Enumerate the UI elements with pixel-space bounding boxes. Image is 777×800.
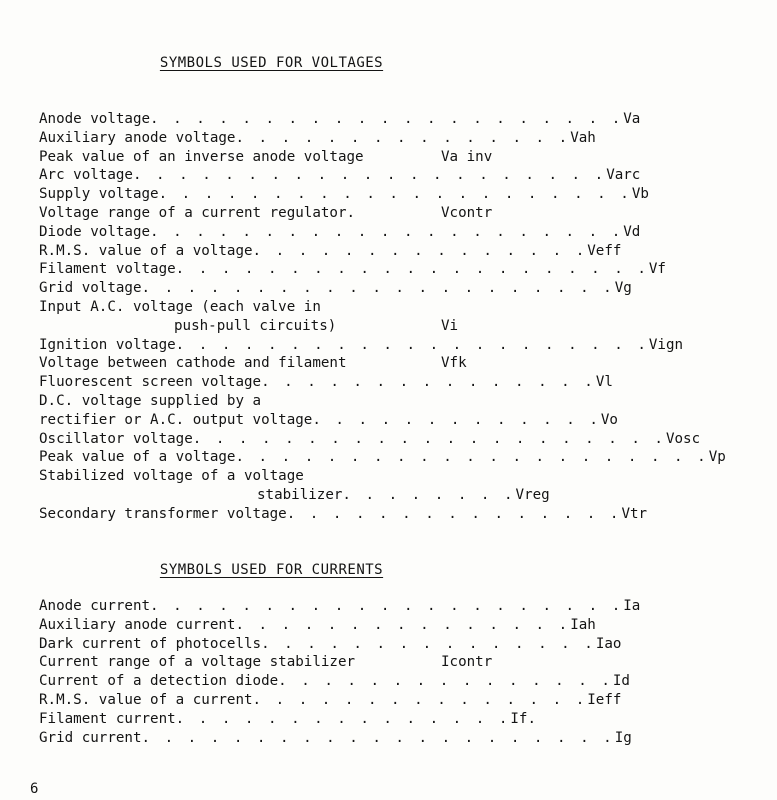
dot-leader: . . . . . . . . . . . . . . . . . . . . . — [141, 729, 615, 746]
voltage-label: Secondary transformer voltage — [39, 505, 287, 522]
voltage-symbol: Vb — [631, 186, 649, 203]
dot-leader: . . . . . . . . . . . . . . . . . . . . . — [141, 280, 615, 297]
voltage-label: rectifier or A.C. output voltage — [39, 411, 313, 428]
voltage-label: Fluorescent screen voltage — [39, 374, 262, 391]
voltage-row — [39, 242, 622, 262]
dot-leader: . . . . . . . . . . . . . . . . . . . . . — [175, 336, 649, 353]
dot-leader: . . . . . . . . . . . . . . . — [278, 673, 613, 690]
dot-leader: . . . . . . . . . . . . . . . — [175, 710, 511, 727]
dot-leader: . . . . . . . . . . . . . . . . . . . . . — [150, 598, 624, 614]
current-label: Current of a detection diode — [39, 673, 279, 690]
voltage-symbol: Varc — [606, 167, 641, 184]
voltages-heading: SYMBOLS USED FOR VOLTAGES — [159, 55, 384, 71]
dot-leader: . . . . . . . . . . . . . . . — [252, 691, 588, 708]
voltage-row — [39, 468, 509, 487]
voltage-symbol: Vign — [648, 336, 684, 353]
voltage-row — [39, 355, 509, 374]
current-symbol: If. — [510, 710, 537, 727]
voltage-symbol: Vg — [614, 280, 632, 297]
voltage-row — [39, 111, 641, 130]
dot-leader: . . . . . . . . . . . . . . . — [261, 635, 596, 652]
voltage-label: Ignition voltage — [39, 336, 176, 353]
voltage-row — [39, 299, 509, 318]
dot-leader: . . . . . . . . . . . . . . . . . . . . . — [192, 430, 666, 447]
page-number: 6 — [30, 781, 39, 797]
voltage-label: Diode voltage — [39, 223, 151, 240]
voltage-label: stabilizer — [257, 486, 343, 503]
voltage-label: push-pull circuits) — [174, 317, 337, 334]
current-label: Grid current — [39, 729, 142, 746]
voltage-row — [39, 223, 641, 243]
current-row — [39, 635, 622, 655]
dot-leader: . . . . . . . . . . . . . — [312, 411, 601, 428]
current-label: Dark current of photocells — [39, 635, 262, 652]
dot-leader: . . . . . . . . . . . . . . . — [261, 374, 596, 391]
voltage-symbol: Vf — [648, 261, 666, 278]
current-label: Filament current — [39, 710, 176, 727]
voltage-symbol: Vi — [441, 317, 459, 334]
voltage-symbol: Vah — [570, 129, 596, 146]
current-row — [39, 616, 596, 636]
voltage-symbol: Vp — [708, 449, 726, 466]
voltage-row — [39, 430, 701, 450]
voltage-symbol: Vd — [623, 223, 641, 240]
voltage-row — [39, 505, 648, 525]
current-symbol: Icontr — [441, 654, 493, 671]
dot-leader: . . . . . . . . . . . . . . . . . . . . . — [132, 167, 607, 184]
dot-leader: . . . . . . . . . . . . . . . — [235, 616, 571, 633]
voltage-row — [39, 167, 641, 186]
voltage-label: Voltage range of a current regulator. — [39, 204, 356, 221]
dot-leader: . . . . . . . . . . . . . . . . . . . . . — [150, 111, 624, 127]
voltage-label: Auxiliary anode voltage — [39, 129, 236, 146]
current-symbol: Ieff — [587, 691, 622, 708]
voltage-label: Stabilized voltage of a voltage — [39, 468, 304, 485]
current-symbol: Ia — [623, 598, 641, 614]
current-symbol: Iah — [570, 616, 596, 633]
voltage-label: Input A.C. voltage (each valve in — [39, 298, 321, 315]
voltage-row — [39, 186, 649, 205]
voltages-list — [39, 111, 726, 525]
current-row — [39, 598, 641, 617]
voltage-label: Arc voltage — [39, 167, 133, 184]
voltage-symbol: Vreg — [515, 486, 550, 503]
dot-leader: . . . . . . . . . . . . . . . . . . . . . — [175, 261, 649, 278]
currents-heading: SYMBOLS USED FOR CURRENTS — [159, 562, 384, 578]
voltage-label: Supply voltage — [39, 186, 159, 203]
voltage-row — [39, 449, 726, 468]
voltage-row — [39, 336, 684, 356]
voltage-symbol: Vl — [595, 374, 613, 391]
current-row — [39, 691, 622, 711]
voltage-label: Voltage between cathode and filament — [39, 355, 347, 372]
voltage-symbol: Veff — [587, 242, 622, 259]
current-row — [39, 673, 630, 692]
voltage-row — [39, 205, 509, 224]
voltage-label: Oscillator voltage — [39, 430, 193, 447]
voltage-row — [39, 280, 632, 299]
voltage-label: Anode voltage — [39, 111, 151, 127]
voltage-row — [39, 149, 509, 168]
current-label: Anode current — [39, 598, 151, 614]
voltage-symbol: Vtr — [621, 505, 648, 522]
voltage-label: Grid voltage — [39, 280, 142, 297]
voltage-row — [39, 318, 509, 337]
current-symbol: Ig — [614, 729, 632, 746]
voltage-label: R.M.S. value of a voltage — [39, 242, 253, 259]
voltage-row — [39, 393, 509, 412]
voltage-label: Peak value of a voltage — [39, 449, 236, 466]
voltage-symbol: Va inv — [441, 148, 493, 165]
voltage-symbol: Vcontr — [441, 204, 493, 221]
voltage-row — [39, 411, 618, 431]
dot-leader: . . . . . . . . . . . . . . . . . . . . . — [150, 223, 624, 240]
dot-leader: . . . . . . . . . . . . . . . — [235, 129, 571, 146]
current-row — [39, 654, 509, 673]
voltage-label: D.C. voltage supplied by a — [39, 392, 262, 409]
voltage-row — [39, 486, 550, 506]
current-symbol: Iao — [595, 635, 622, 652]
current-symbol: Id — [612, 673, 630, 690]
dot-leader: . . . . . . . . . . . . . . . . . . . . . — [158, 186, 632, 203]
current-row — [39, 729, 632, 749]
voltage-label: Peak value of an inverse anode voltage — [39, 148, 364, 165]
currents-list — [39, 598, 641, 748]
voltage-symbol: Va — [623, 111, 641, 127]
dot-leader: . . . . . . . . . . . . . . . — [286, 505, 622, 522]
dot-leader: . . . . . . . . — [342, 486, 516, 503]
current-label: Auxiliary anode current — [39, 616, 236, 633]
voltage-label: Filament voltage — [39, 261, 176, 278]
current-row — [39, 710, 537, 730]
voltage-symbol: Vfk — [441, 355, 467, 372]
voltage-row — [39, 261, 666, 280]
voltage-row — [39, 129, 596, 149]
current-label: Current range of a voltage stabilizer — [39, 654, 356, 671]
voltage-row — [39, 374, 613, 393]
voltage-symbol: Vo — [600, 411, 618, 428]
voltage-symbol: Vosc — [665, 430, 701, 447]
dot-leader: . . . . . . . . . . . . . . . . . . . . . — [235, 449, 709, 466]
dot-leader: . . . . . . . . . . . . . . . — [252, 242, 588, 259]
current-label: R.M.S. value of a current — [39, 691, 253, 708]
